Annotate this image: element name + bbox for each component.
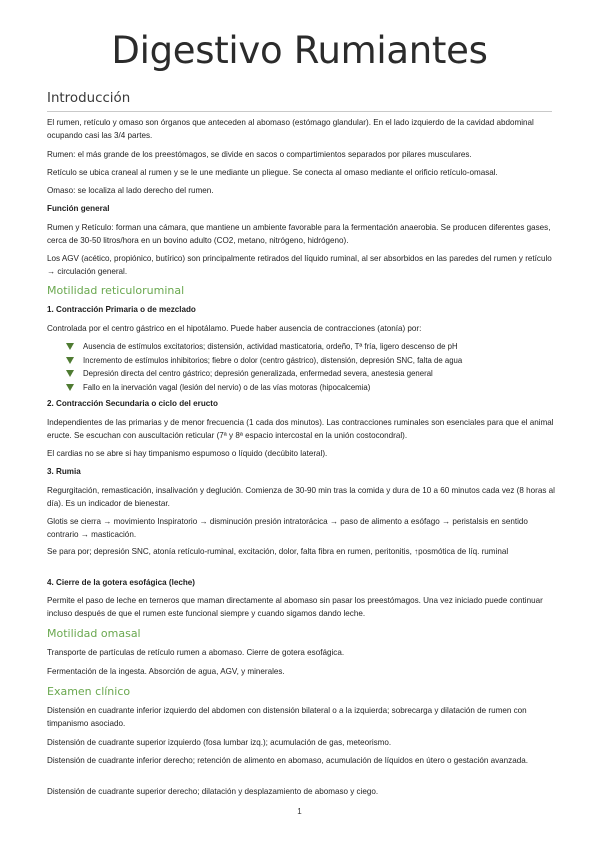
paragraph-rumia-2: Glotis se cierra → movimiento Inspiratorio → disminución presión intratorácica → paso de alimento a esófago → peristalsis en sentido contrario → masticación.: [47, 517, 528, 539]
paragraph-gotera-esofagica: Permite el paso de leche en terneros que maman directamente al abomaso sin pasar los preestómagos. Una vez iniciado puede continuar incluso después de que el rumen este funcional siempre y cuando sigamos dando leche.: [47, 596, 543, 618]
list-item-text: Incremento de estímulos inhibitorios; fiebre o dolor (centro gástrico), distensión, depresión SNC, falta de agua: [83, 355, 463, 365]
subheading-funcion-general: Función general: [47, 204, 110, 213]
subheading-gotera-esofagica: 4. Cierre de la gotera esofágica (leche): [47, 578, 195, 587]
paragraph-omasal-2: Fermentación de la ingesta. Absorción de agua, AGV, y minerales.: [47, 667, 285, 676]
paragraph-examen-3: Distensión de cuadrante inferior derecho; retención de alimento en abomaso, acumulación de líquidos en útero o gestación avanzada.: [47, 756, 528, 765]
subheading-contraccion-primaria: 1. Contracción Primaria o de mezclado: [47, 305, 196, 314]
heading-motilidad-reticuloruminal: Motilidad reticuloruminal: [47, 284, 185, 297]
heading-examen-clinico: Examen clínico: [47, 685, 131, 698]
heading-motilidad-omasal: Motilidad omasal: [47, 627, 141, 640]
subheading-rumia: 3. Rumia: [47, 467, 81, 476]
list-item: [66, 354, 556, 368]
paragraph-contraccion-primaria: Controlada por el centro gástrico en el hipotálamo. Puede haber ausencia de contracciones (atonía) por:: [47, 324, 422, 333]
subheading-contraccion-secundaria: 2. Contracción Secundaria o ciclo del eructo: [47, 399, 218, 408]
triangle-bullet-icon: [66, 357, 74, 364]
intro-paragraph-omaso: Omaso: se localiza al lado derecho del rumen.: [47, 186, 214, 195]
intro-paragraph-1: El rumen, retículo y omaso son órganos que anteceden al abomaso (estómago glandular). En el lado izquierdo de la cavidad abdominal ocupando casi las 3/4 partes.: [47, 118, 534, 140]
list-item: [66, 367, 556, 381]
paragraph-cardias: El cardias no se abre si hay timpanismo espumoso o líquido (decúbito lateral).: [47, 449, 328, 458]
list-item-text: Fallo en la inervación vagal (lesión del nervio) o de las vías motoras (hipocalcemia): [83, 382, 371, 392]
paragraph-contraccion-secundaria: Independientes de las primarias y de menor frecuencia (1 cada dos minutos). Las contracciones ruminales son esenciales para que el animal eructe. Se escuchan con auscultación reticular (7ª y 8ª espacio intercostal en la unión costocondral).: [47, 418, 554, 440]
list-item: [66, 340, 556, 354]
list-item-text: Ausencia de estímulos excitatorios; distensión, actividad masticatoria, ordeño, Tª fría, ligero descenso de pH: [83, 342, 458, 351]
intro-paragraph-reticulo: Retículo se ubica craneal al rumen y se le une mediante un pliegue. Se conecta al omaso mediante el orificio retículo-omasal.: [47, 168, 498, 177]
triangle-bullet-icon: [66, 384, 74, 391]
document-title: Digestivo Rumiantes: [111, 29, 488, 72]
heading-introduccion: Introducción: [47, 90, 552, 112]
intro-paragraph-agv: Los AGV (acético, propiónico, butírico) son principalmente retirados del líquido ruminal, al ser absorbidos en las paredes del rumen y retículo → circulación general.: [47, 254, 552, 276]
atonia-causes-list: [66, 340, 556, 394]
paragraph-rumia-1: Regurgitación, remasticación, insalivación y deglución. Comienza de 30-90 min tras la comida y dura de 10 a 60 minutos cada vez (8 horas al día). Es un indicador de bienestar.: [47, 486, 555, 508]
list-item-text: Depresión directa del centro gástrico; depresión generalizada, enfermedad severa, anestesia general: [83, 369, 433, 379]
paragraph-rumia-3: Se para por; depresión SNC, atonía retículo-ruminal, excitación, dolor, falta fibra en rumen, peritonitis, ↑posmótica de líq. ruminal: [47, 547, 509, 556]
paragraph-examen-4: Distensión de cuadrante superior derecho; dilatación y desplazamiento de abomaso y ciego.: [47, 787, 379, 796]
page-number: 1: [297, 807, 302, 816]
paragraph-examen-1: Distensión en cuadrante inferior izquierdo del abdomen con distensión bilateral o a la izquierda; sobrecarga y dilatación de rumen con timpanismo asociado.: [47, 706, 527, 728]
triangle-bullet-icon: [66, 370, 74, 377]
list-item: [66, 381, 556, 395]
intro-paragraph-rumen: Rumen: el más grande de los preestómagos, se divide en sacos o compartimientos separados por pilares musculares.: [47, 150, 472, 159]
paragraph-examen-2: Distensión de cuadrante superior izquierdo (fosa lumbar izq.); acumulación de gas, meteorismo.: [47, 738, 392, 747]
intro-paragraph-funcion: Rumen y Retículo: forman una cámara, que mantiene un ambiente favorable para la fermentación anaerobia. Se producen diferentes gases, cerca de 30-50 litros/hora en un bovino adulto (CO2, metano, nitrógeno, hidrógeno).: [47, 223, 551, 245]
triangle-bullet-icon: [66, 343, 74, 350]
paragraph-omasal-1: Transporte de partículas de retículo rumen a abomaso. Cierre de gotera esofágica.: [47, 648, 345, 657]
